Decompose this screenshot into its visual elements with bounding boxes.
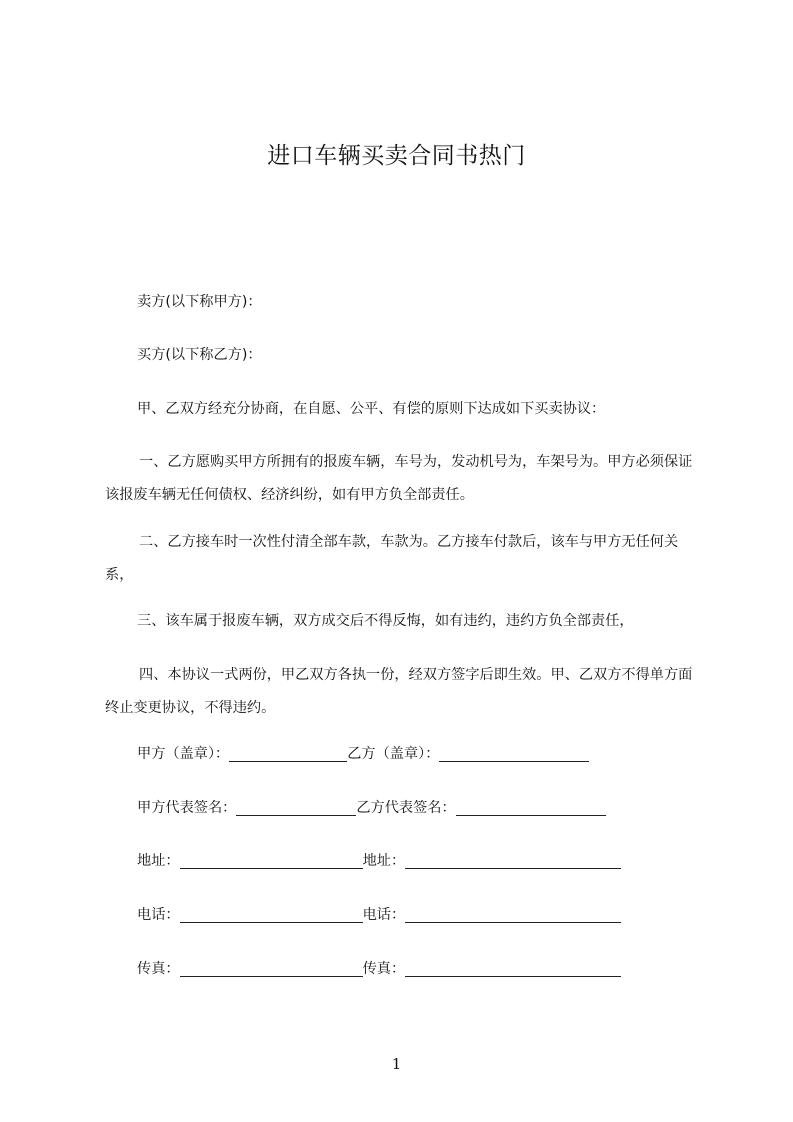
party-a-address-blank xyxy=(180,852,363,869)
signature-row-fax xyxy=(137,958,697,980)
clause-1: 一、乙方愿购买甲方所拥有的报废车辆，车号为，发动机号为，车架号为。甲方必须保证该报废车辆无任何债权、经济纠纷，如有甲方负全部责任。 xyxy=(105,454,693,503)
clause-2: 二、乙方接车时一次性付清全部车款，车款为。乙方接车付款后，该车与甲方无任何关系， xyxy=(105,534,679,583)
party-a-phone-blank xyxy=(180,906,363,923)
clause-4: 四、本协议一式两份，甲乙双方各执一份，经双方签字后即生效。甲、乙双方不得单方面终止变更协议，不得违约。 xyxy=(105,667,693,716)
signature-row-seal xyxy=(137,743,697,765)
signature-row-representative xyxy=(137,797,697,819)
party-b-rep-blank xyxy=(456,799,606,816)
page-number: 1 xyxy=(391,1055,402,1073)
party-b-address-label: 地址： xyxy=(362,853,406,869)
party-a-seal-blank xyxy=(229,745,347,762)
buyer-line: 买方(以下称乙方)： xyxy=(137,347,262,363)
party-b-seal-blank xyxy=(439,745,589,762)
party-a-rep-blank xyxy=(236,799,356,816)
intro-paragraph: 甲、乙双方经充分协商，在自愿、公平、有偿的原则下达成如下买卖协议： xyxy=(137,401,606,417)
party-a-fax-blank xyxy=(180,960,363,977)
party-b-phone-label: 电话： xyxy=(362,907,406,923)
party-b-seal-label: 乙方（盖章）： xyxy=(347,746,440,762)
document-title: 进口车辆买卖合同书热门 xyxy=(267,143,526,169)
seller-line: 卖方(以下称甲方)： xyxy=(137,294,262,310)
party-b-fax-label: 传真： xyxy=(362,961,406,977)
party-a-phone-label: 电话： xyxy=(137,907,180,923)
signature-row-phone xyxy=(137,904,697,926)
party-b-phone-blank xyxy=(405,906,621,923)
party-b-fax-blank xyxy=(405,960,621,977)
signature-row-address xyxy=(137,850,697,872)
party-a-fax-label: 传真： xyxy=(137,961,180,977)
party-b-address-blank xyxy=(405,852,621,869)
party-a-rep-label: 甲方代表签名： xyxy=(137,800,237,816)
party-a-seal-label: 甲方（盖章）： xyxy=(137,746,230,762)
clause-3: 三、该车属于报废车辆，双方成交后不得反悔，如有违约，违约方负全部责任， xyxy=(137,613,634,629)
party-b-rep-label: 乙方代表签名： xyxy=(356,800,456,816)
party-a-address-label: 地址： xyxy=(137,853,180,869)
